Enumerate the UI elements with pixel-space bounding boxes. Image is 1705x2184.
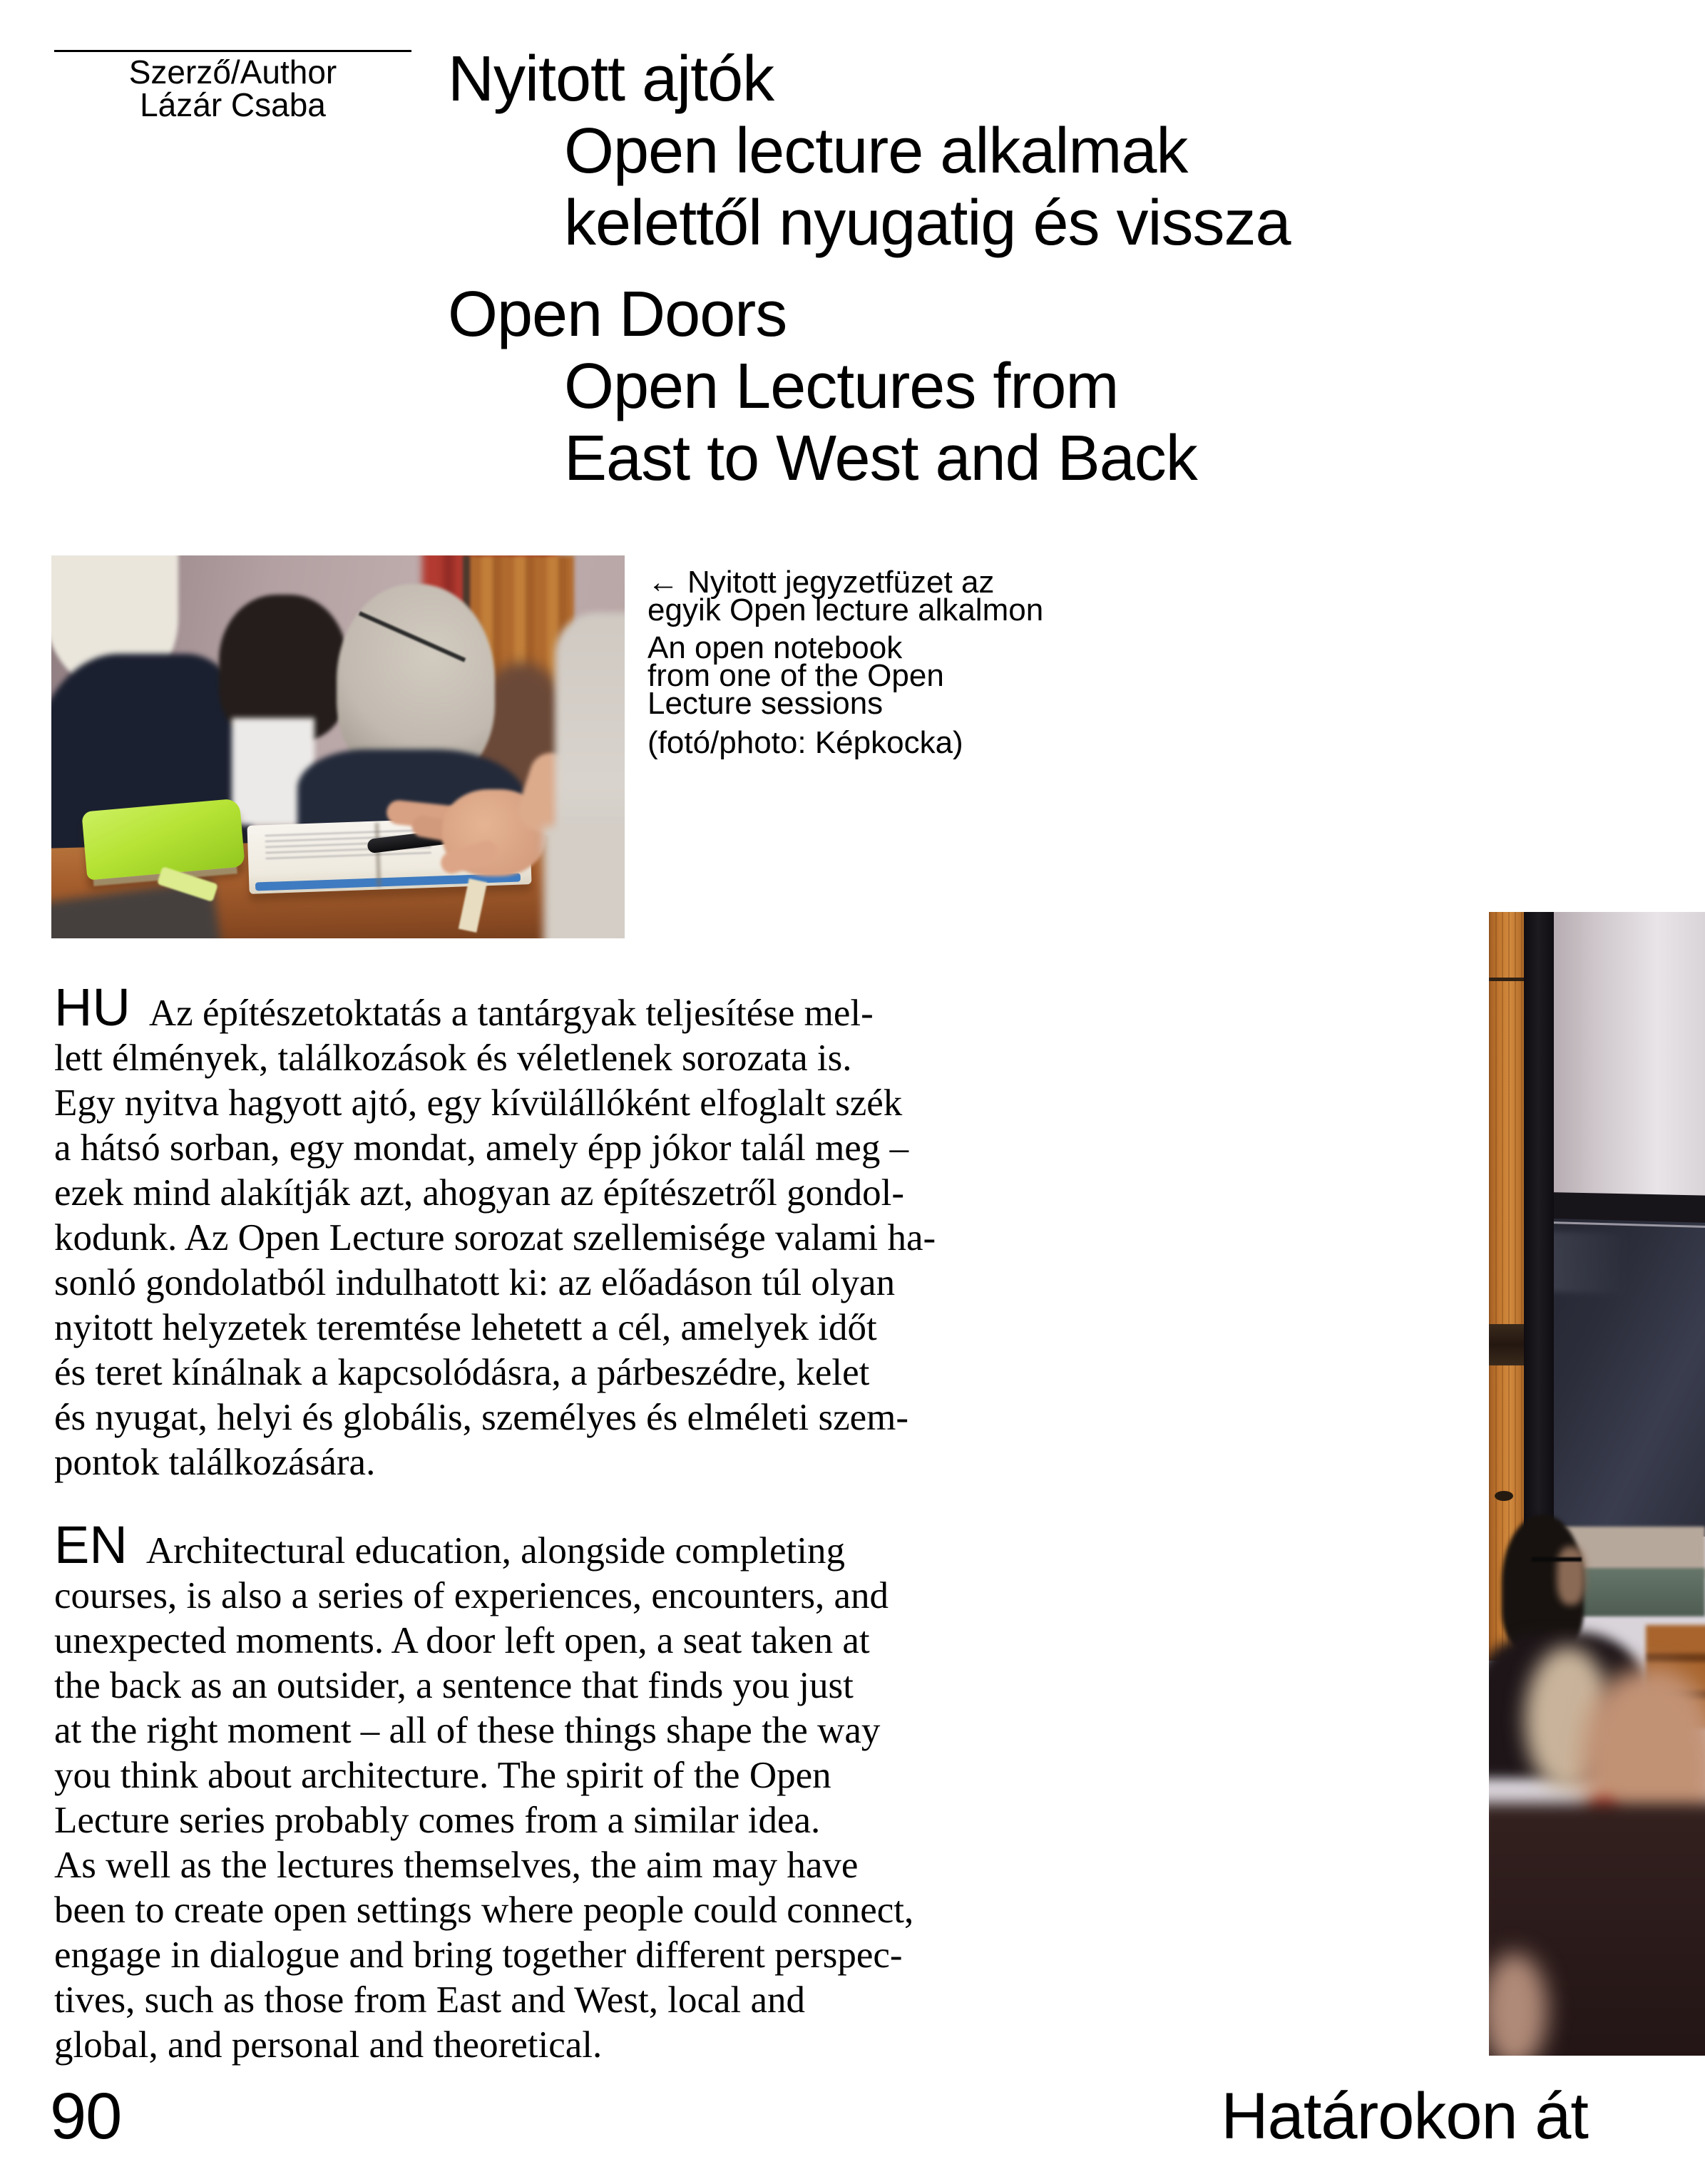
body-line: courses, is also a series of experiences, encounters, and xyxy=(54,1575,889,1616)
title-en-line-1: Open Doors xyxy=(448,279,787,350)
body-line: tives, such as those from East and West, local and xyxy=(54,1979,806,2021)
glasses-shape xyxy=(1532,1557,1582,1562)
body-line: sonló gondolatból indulhatott ki: az előadáson túl olyan xyxy=(54,1262,896,1303)
paragraph-english xyxy=(54,1515,1067,2068)
author-rule xyxy=(54,50,411,52)
title-hu-line-1: Nyitott ajtók xyxy=(448,43,774,115)
body-line: unexpected moments. A door left open, a seat taken at xyxy=(54,1620,870,1661)
left-arrow-icon: ← xyxy=(647,565,679,600)
body-line: pontok találkozására. xyxy=(54,1442,376,1483)
author-name: Lázár Csaba xyxy=(140,86,326,123)
body-line: kodunk. Az Open Lecture sorozat szellemisége valami ha- xyxy=(54,1217,936,1258)
caption-hu-line-2: egyik Open lecture alkalmon xyxy=(647,593,1044,627)
section-title: Határokon át xyxy=(1221,2080,1588,2153)
dark-column-shape xyxy=(1524,912,1554,1611)
title-hungarian xyxy=(448,43,1291,260)
en-language-marker: EN xyxy=(54,1515,128,1574)
panel-knob-shape xyxy=(1495,1491,1513,1501)
body-line: és teret kínálnak a kapcsolódásra, a párbeszédre, kelet xyxy=(54,1352,870,1393)
body-line: global, and personal and theoretical. xyxy=(54,2024,603,2066)
title-english xyxy=(448,279,1197,495)
body-line: As well as the lectures themselves, the aim may have xyxy=(54,1845,859,1886)
body-line-text: Architectural education, alongside completing xyxy=(145,1530,845,1572)
title-en-line-2: Open Lectures from xyxy=(564,351,1119,422)
paragraph-hungarian xyxy=(54,978,1067,1485)
knit-shoulder-shape xyxy=(543,826,625,938)
caption-en-line-1: An open notebook xyxy=(647,630,903,665)
body-line: nyitott helyzetek teremtése lehetett a cél, amelyek időt xyxy=(54,1307,877,1348)
lecture-hall-photo xyxy=(1489,912,1705,2056)
body-line xyxy=(54,978,1067,1037)
title-en-line-3: East to West and Back xyxy=(564,423,1197,494)
title-hu-line-3: kelettől nyugatig és vissza xyxy=(564,188,1291,259)
lecture-audience-photo xyxy=(51,555,625,938)
body-line: been to create open settings where people could connect, xyxy=(54,1890,914,1931)
panel-seam-thin xyxy=(1489,978,1524,981)
caption-en-line-2: from one of the Open xyxy=(647,658,944,693)
body-line-text: Az építészetoktatás a tantárgyak teljesítése mel- xyxy=(148,993,874,1034)
body-column xyxy=(54,978,1067,2068)
body-line: the back as an outsider, a sentence that finds you just xyxy=(54,1665,854,1706)
body-line: Lecture series probably comes from a similar idea. xyxy=(54,1800,821,1841)
body-line: a hátsó sorban, egy mondat, amely épp jókor talál meg – xyxy=(54,1127,909,1169)
body-line: at the right moment – all of these things shape the way xyxy=(54,1710,881,1751)
face-shape xyxy=(1557,1547,1585,1605)
body-line: Egy nyitva hagyott ajtó, egy kívülállóként elfoglalt szék xyxy=(54,1082,903,1124)
caption-hu-text-1: Nyitott jegyzetfüzet az xyxy=(687,565,995,600)
author-label: Szerző/Author xyxy=(128,53,337,91)
body-line: lett élmények, találkozások és véletlenek sorozata is. xyxy=(54,1037,852,1079)
projection-screen-shape xyxy=(1546,912,1705,1226)
body-line: és nyugat, helyi és globális, személyes és elméleti szem- xyxy=(54,1397,909,1438)
photo-caption xyxy=(647,565,1090,760)
body-line: you think about architecture. The spirit of the Open xyxy=(54,1755,831,1796)
body-line xyxy=(54,1515,1067,1574)
body-line: engage in dialogue and bring together different perspec- xyxy=(54,1934,903,1976)
hu-language-marker: HU xyxy=(54,978,130,1037)
page-number: 90 xyxy=(50,2080,122,2153)
author-block xyxy=(54,53,411,123)
photo-credit: (fotó/photo: Képkocka) xyxy=(647,725,963,760)
caption-en-line-3: Lecture sessions xyxy=(647,686,884,721)
body-line: ezek mind alakítják azt, ahogyan az építészetről gondol- xyxy=(54,1172,905,1214)
title-hu-line-2: Open lecture alkalmak xyxy=(564,116,1188,187)
panel-seam-thick xyxy=(1489,1324,1524,1365)
